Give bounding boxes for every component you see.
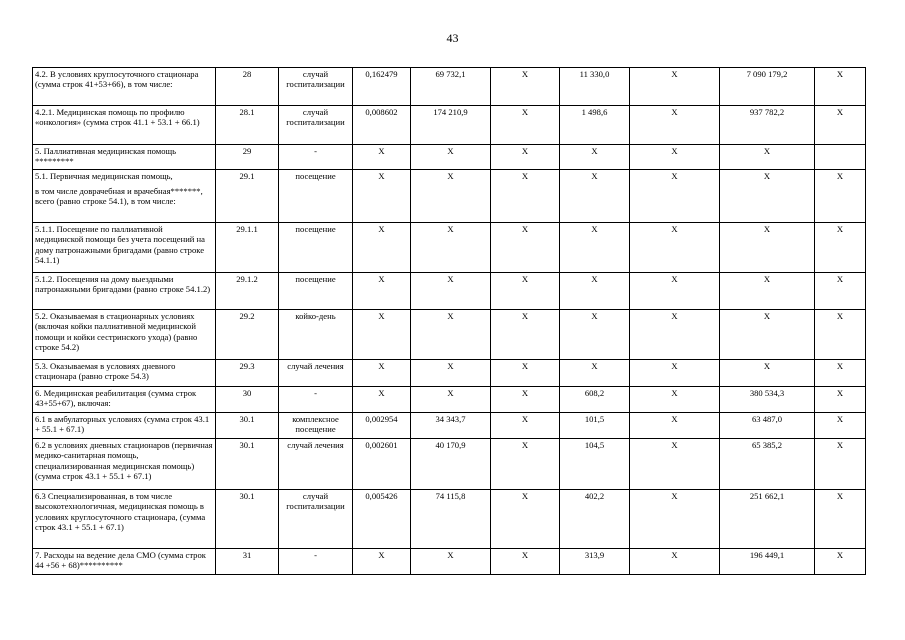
cell-value: Х	[630, 170, 720, 223]
row-unit: случай госпитализации	[279, 490, 353, 549]
cell-value: Х	[560, 273, 630, 310]
cell-value: 34 343,7	[411, 413, 491, 439]
cell-value: 101,5	[560, 413, 630, 439]
cell-value: Х	[353, 310, 411, 360]
cell-value: Х	[630, 145, 720, 170]
cell-value: Х	[560, 223, 630, 273]
table-row	[33, 360, 866, 387]
cell-value: Х	[560, 360, 630, 387]
cell-value: Х	[491, 223, 560, 273]
cell-value: 1 498,6	[560, 106, 630, 145]
row-code: 29.3	[216, 360, 279, 387]
cell-value: Х	[720, 170, 815, 223]
cell-value: Х	[815, 387, 866, 413]
cell-value: Х	[630, 68, 720, 106]
cell-value: Х	[630, 387, 720, 413]
row-code: 31	[216, 549, 279, 575]
cell-value: Х	[353, 360, 411, 387]
cell-value: Х	[720, 360, 815, 387]
row-code: 30	[216, 387, 279, 413]
row-title: 7. Расходы на ведение дела СМО (сумма строк 44 +56 + 68)**********	[33, 549, 216, 575]
row-unit: случай госпитализации	[279, 68, 353, 106]
row-code: 28.1	[216, 106, 279, 145]
row-code: 29.2	[216, 310, 279, 360]
cell-value: Х	[353, 549, 411, 575]
cell-value: Х	[353, 145, 411, 170]
table-row	[33, 439, 866, 490]
cell-value: 0,162479	[353, 68, 411, 106]
row-title: 5.1. Первичная медицинская помощь,	[33, 170, 216, 185]
cell-value: Х	[411, 387, 491, 413]
cell-value: 69 732,1	[411, 68, 491, 106]
cell-value: Х	[491, 310, 560, 360]
row-unit: койко-день	[279, 310, 353, 360]
cell-value: Х	[491, 106, 560, 145]
cell-value: Х	[491, 387, 560, 413]
row-unit: -	[279, 387, 353, 413]
table-row	[33, 145, 866, 170]
cell-value: Х	[815, 490, 866, 549]
cell-value: 313,9	[560, 549, 630, 575]
cell-value: Х	[353, 273, 411, 310]
cell-value: Х	[560, 145, 630, 170]
cell-value: Х	[815, 223, 866, 273]
row-unit: -	[279, 145, 353, 170]
row-unit: -	[279, 549, 353, 575]
cell-value: Х	[630, 273, 720, 310]
cell-value: Х	[815, 310, 866, 360]
row-title: 6. Медицинская реабилитация (сумма строк 43+55+67), включая:	[33, 387, 216, 413]
row-title: 6.1 в амбулаторных условиях (сумма строк 43.1 + 55.1 + 67.1)	[33, 413, 216, 439]
row-code: 29.1.2	[216, 273, 279, 310]
cell-value: 937 782,2	[720, 106, 815, 145]
row-unit: посещение	[279, 223, 353, 273]
table-row	[33, 490, 866, 549]
row-title: в том числе доврачебная и врачебная*******, всего (равно строке 54.1), в том числе:	[33, 185, 216, 223]
row-title: 4.2.1. Медицинская помощь по профилю «онкология» (сумма строк 41.1 + 53.1 + 66.1)	[33, 106, 216, 145]
cell-value: Х	[815, 360, 866, 387]
cell-value: Х	[411, 170, 491, 223]
financing-table	[32, 67, 866, 575]
cell-value: Х	[815, 549, 866, 575]
cell-value: Х	[411, 360, 491, 387]
table-row	[33, 310, 866, 360]
row-title: 4.2. В условиях круглосуточного стационара (сумма строк 41+53+66), в том числе:	[33, 68, 216, 106]
row-title: 5.2. Оказываемая в стационарных условиях (включая койки паллиативной медицинской помощи и койки сестринского ухода) (равно строке 54.2)	[33, 310, 216, 360]
cell-value: Х	[491, 68, 560, 106]
cell-value: Х	[630, 106, 720, 145]
row-code: 30.1	[216, 413, 279, 439]
row-code: 30.1	[216, 439, 279, 490]
cell-value: 251 662,1	[720, 490, 815, 549]
cell-value: Х	[630, 413, 720, 439]
cell-value: Х	[491, 145, 560, 170]
row-title: 5.1.1. Посещение по паллиативной медицинской помощи без учета посещений на дому патронажными бригадами (равно строке 54.1.1)	[33, 223, 216, 273]
table-row	[33, 273, 866, 310]
table-row	[33, 413, 866, 439]
row-unit: случай госпитализации	[279, 106, 353, 145]
cell-value: Х	[630, 439, 720, 490]
row-unit: случай лечения	[279, 360, 353, 387]
row-title: 6.3 Специализированная, в том числе высокотехнологичная, медицинская помощь в условиях круглосуточного стационара, (сумма строк 43.1 + 55.1 + 67.1)	[33, 490, 216, 549]
row-title: 5. Паллиативная медицинская помощь *********	[33, 145, 216, 170]
cell-value: 196 449,1	[720, 549, 815, 575]
cell-value: Х	[491, 439, 560, 490]
cell-value: Х	[411, 310, 491, 360]
cell-value: Х	[720, 145, 815, 170]
row-unit: комплексное посещение	[279, 413, 353, 439]
cell-value: 63 487,0	[720, 413, 815, 439]
cell-value: Х	[720, 273, 815, 310]
cell-value: Х	[491, 170, 560, 223]
cell-value: 0,002601	[353, 439, 411, 490]
page-number: 43	[446, 31, 459, 45]
row-unit: случай лечения	[279, 439, 353, 490]
cell-value: Х	[411, 549, 491, 575]
cell-value: Х	[630, 549, 720, 575]
cell-value: Х	[491, 490, 560, 549]
table-row	[33, 387, 866, 413]
cell-value: Х	[353, 223, 411, 273]
row-code: 28	[216, 68, 279, 106]
cell-value: 11 330,0	[560, 68, 630, 106]
table-row	[33, 223, 866, 273]
table-row	[33, 106, 866, 145]
cell-value: Х	[630, 360, 720, 387]
cell-value: Х	[491, 360, 560, 387]
cell-value: Х	[411, 223, 491, 273]
row-unit: посещение	[279, 170, 353, 223]
cell-value: Х	[560, 310, 630, 360]
cell-value: Х	[815, 68, 866, 106]
cell-value: Х	[491, 413, 560, 439]
cell-value: 7 090 179,2	[720, 68, 815, 106]
cell-value: Х	[630, 490, 720, 549]
cell-value: 402,2	[560, 490, 630, 549]
cell-value: 104,5	[560, 439, 630, 490]
cell-value: Х	[815, 439, 866, 490]
cell-value: 174 210,9	[411, 106, 491, 145]
cell-value: 380 534,3	[720, 387, 815, 413]
cell-value: Х	[815, 170, 866, 223]
row-title: 5.3. Оказываемая в условиях дневного стационара (равно строке 54.3)	[33, 360, 216, 387]
cell-value: Х	[815, 106, 866, 145]
cell-value: Х	[353, 170, 411, 223]
cell-value: 40 170,9	[411, 439, 491, 490]
cell-value: 65 385,2	[720, 439, 815, 490]
cell-value: 608,2	[560, 387, 630, 413]
cell-value: 0,002954	[353, 413, 411, 439]
table-row	[33, 549, 866, 575]
cell-value: Х	[815, 413, 866, 439]
row-title: 5.1.2. Посещения на дому выездными патронажными бригадами (равно строке 54.1.2)	[33, 273, 216, 310]
cell-value: Х	[411, 145, 491, 170]
row-unit: посещение	[279, 273, 353, 310]
cell-value	[815, 145, 866, 170]
cell-value: Х	[560, 170, 630, 223]
cell-value: Х	[630, 310, 720, 360]
cell-value: 0,005426	[353, 490, 411, 549]
row-code: 29.1	[216, 170, 279, 223]
cell-value: Х	[411, 273, 491, 310]
cell-value: Х	[720, 310, 815, 360]
table-row	[33, 68, 866, 106]
cell-value: Х	[491, 549, 560, 575]
row-title: 6.2 в условиях дневных стационаров (первичная медико-санитарная помощь, специализированная медицинская помощь) (сумма строк 43.1 + 55.1 + 67.1)	[33, 439, 216, 490]
table-row	[33, 170, 866, 185]
row-code: 29	[216, 145, 279, 170]
cell-value: Х	[491, 273, 560, 310]
cell-value: 0,008602	[353, 106, 411, 145]
cell-value: Х	[815, 273, 866, 310]
cell-value: Х	[630, 223, 720, 273]
cell-value: 74 115,8	[411, 490, 491, 549]
cell-value: Х	[720, 223, 815, 273]
cell-value: Х	[353, 387, 411, 413]
row-code: 29.1.1	[216, 223, 279, 273]
row-code: 30.1	[216, 490, 279, 549]
